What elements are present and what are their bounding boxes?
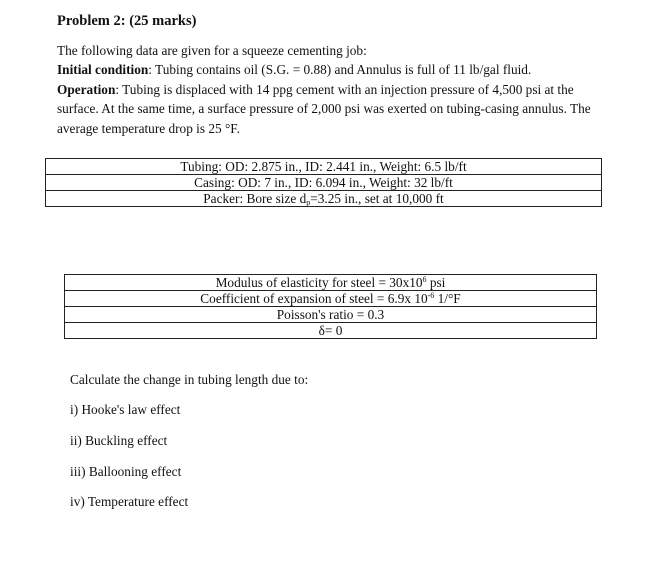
delta-value: δ= 0 [65, 323, 597, 339]
question-item: iii) Ballooning effect [70, 464, 182, 479]
problem-statement [57, 41, 609, 138]
table-row [65, 275, 597, 291]
casing-spec: Casing: OD: 7 in., ID: 6.094 in., Weight: 32 lb/ft [46, 175, 602, 191]
initial-condition [57, 60, 609, 79]
operation-text: : Tubing is displaced with 14 ppg cement with an injection pressure of 4,500 psi at the surface. At the same time, a surface pressure of 2,000 psi was exerted on tubing-casing annulus. The average temperature drop is 25 °F. [57, 81, 591, 136]
question-item: iv) Temperature effect [70, 494, 189, 509]
modulus-unit: psi [426, 274, 446, 290]
expansion-prefix: Coefficient of expansion of steel = 6.9x 10 [200, 290, 428, 306]
modulus-prefix: Modulus of elasticity for steel = 30x10 [215, 274, 423, 290]
table-row [46, 159, 602, 175]
modulus-exponent: 6 [422, 274, 427, 284]
properties-table [64, 274, 597, 339]
problem-title: Problem 2: (25 marks) [57, 13, 197, 29]
packer-prefix: Packer: Bore size d [203, 190, 307, 206]
modulus-of-elasticity [65, 275, 597, 291]
question-item: ii) Buckling effect [70, 433, 168, 448]
expansion-exponent: -6 [427, 290, 435, 300]
expansion-unit: 1/°F [434, 290, 461, 306]
initial-condition-label: Initial condition [57, 62, 149, 78]
questions-prompt: Calculate the change in tubing length due to: [70, 372, 309, 387]
intro-line: The following data are given for a squeeze cementing job: [57, 43, 367, 58]
operation [57, 80, 609, 138]
packer-spec [46, 191, 602, 207]
table-row [65, 291, 597, 307]
initial-condition-text: : Tubing contains oil (S.G. = 0.88) and Annulus is full of 11 lb/gal fluid. [148, 62, 532, 78]
coefficient-of-expansion [65, 291, 597, 307]
packer-subscript: p [306, 197, 311, 207]
poissons-ratio: Poisson's ratio = 0.3 [65, 307, 597, 323]
table-row [46, 191, 602, 207]
table-row [65, 323, 597, 339]
table-row [65, 307, 597, 323]
table-row [46, 175, 602, 191]
question-item: i) Hooke's law effect [70, 402, 181, 417]
geometry-table [45, 158, 602, 207]
tubing-spec: Tubing: OD: 2.875 in., ID: 2.441 in., Weight: 6.5 lb/ft [46, 159, 602, 175]
operation-label: Operation [57, 81, 116, 97]
packer-suffix: =3.25 in., set at 10,000 ft [310, 190, 444, 206]
